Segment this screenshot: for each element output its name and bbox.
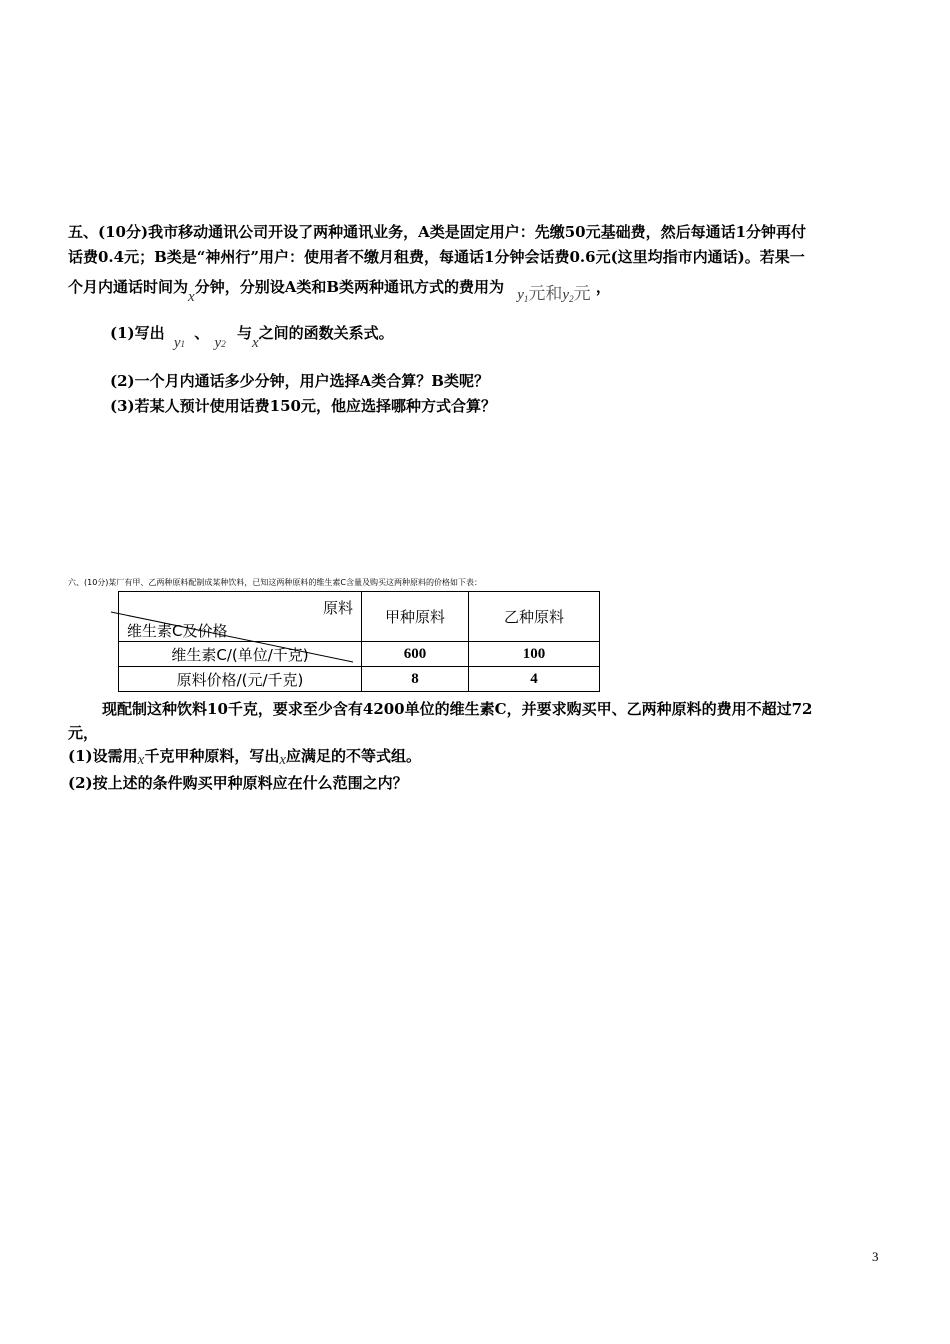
q6-para-2: 元， (68, 724, 99, 742)
y2-variable: y (562, 287, 570, 303)
yuan-he-text: 元和 (528, 284, 563, 303)
separator: 、 (194, 324, 210, 342)
y2-variable: y2 (214, 335, 226, 351)
corner-top-label: 原料 (322, 599, 353, 617)
yuan-text: 元 (573, 284, 591, 303)
table-row (119, 667, 600, 692)
col-header-yi: 乙种原料 (469, 592, 600, 642)
y1-variable: y (517, 287, 524, 303)
x-variable: x (279, 752, 286, 768)
table-corner-cell (119, 592, 362, 642)
q6-sub1-text-c: 应满足的不等式组。 (286, 747, 422, 765)
q6-intro: 六、(10分)某厂有甲、乙两种原料配制成某种饮料，已知这两种原料的维生素C含量及购买这两种原料的价格如下表： (68, 578, 483, 587)
sub1-text-a: (1)写出 (110, 324, 165, 342)
corner-bottom-label: 维生素C及价格 (127, 622, 228, 640)
q5-line-3 (68, 272, 611, 305)
ingredient-table (118, 591, 600, 692)
q5-line-1: 五、(10分)我市移动通讯公司开设了两种通讯业务，A类是固定用户：先缴50元基础费，然后每通话1分钟再付 (68, 223, 807, 241)
cell-value: 100 (469, 642, 600, 667)
q6-para-1: 现配制这种饮料10千克，要求至少含有4200单位的维生素C，并要求购买甲、乙两种原料的费用不超过72 (102, 700, 813, 718)
q5-sub1 (110, 322, 394, 351)
q6-sub1-text-a: (1)设需用 (68, 747, 138, 765)
y1-subscript: 1 (523, 294, 529, 304)
row-label: 原料价格/(元/千克) (119, 667, 362, 692)
row-label: 维生素C/(单位/千克) (119, 642, 362, 667)
q5-line3-text-b: 分钟，分别设A类和B类两种通讯方式的费用为 (194, 278, 505, 296)
page-number: 3 (872, 1249, 879, 1264)
cell-value: 4 (469, 667, 600, 692)
comma-text: ， (595, 278, 611, 296)
cell-value: 8 (362, 667, 469, 692)
cell-value: 600 (362, 642, 469, 667)
col-header-jia: 甲种原料 (362, 592, 469, 642)
y1-variable: y1 (173, 335, 186, 351)
q6-sub1 (68, 745, 421, 766)
q5-sub3: (3)若某人预计使用话费150元，他应选择哪种方式合算？ (110, 397, 496, 415)
sub1-text-c: 之间的函数关系式。 (258, 324, 394, 342)
q6-sub2: (2)按上述的条件购买甲种原料应在什么范围之内？ (68, 774, 408, 792)
x-variable: x (188, 289, 195, 305)
x-variable: x (137, 752, 145, 768)
table-row (119, 642, 600, 667)
sub1-text-b: 与 (236, 324, 252, 342)
x-variable: x (251, 335, 259, 351)
q6-sub1-text-b: 千克甲种原料，写出 (144, 747, 280, 765)
q5-line-2: 话费0.4元；B类是“神州行”用户：使用者不缴月租费，每通话1分钟会话费0.6元(这里均指市内通话)。若果一 (68, 248, 805, 266)
y2-subscript: 2 (569, 294, 574, 304)
q5-line3-text-a: 个月内通话时间为 (68, 278, 189, 296)
q5-sub2: (2)一个月内通话多少分钟，用户选择A类合算？B类呢？ (110, 372, 489, 390)
cost-expression (517, 285, 596, 303)
